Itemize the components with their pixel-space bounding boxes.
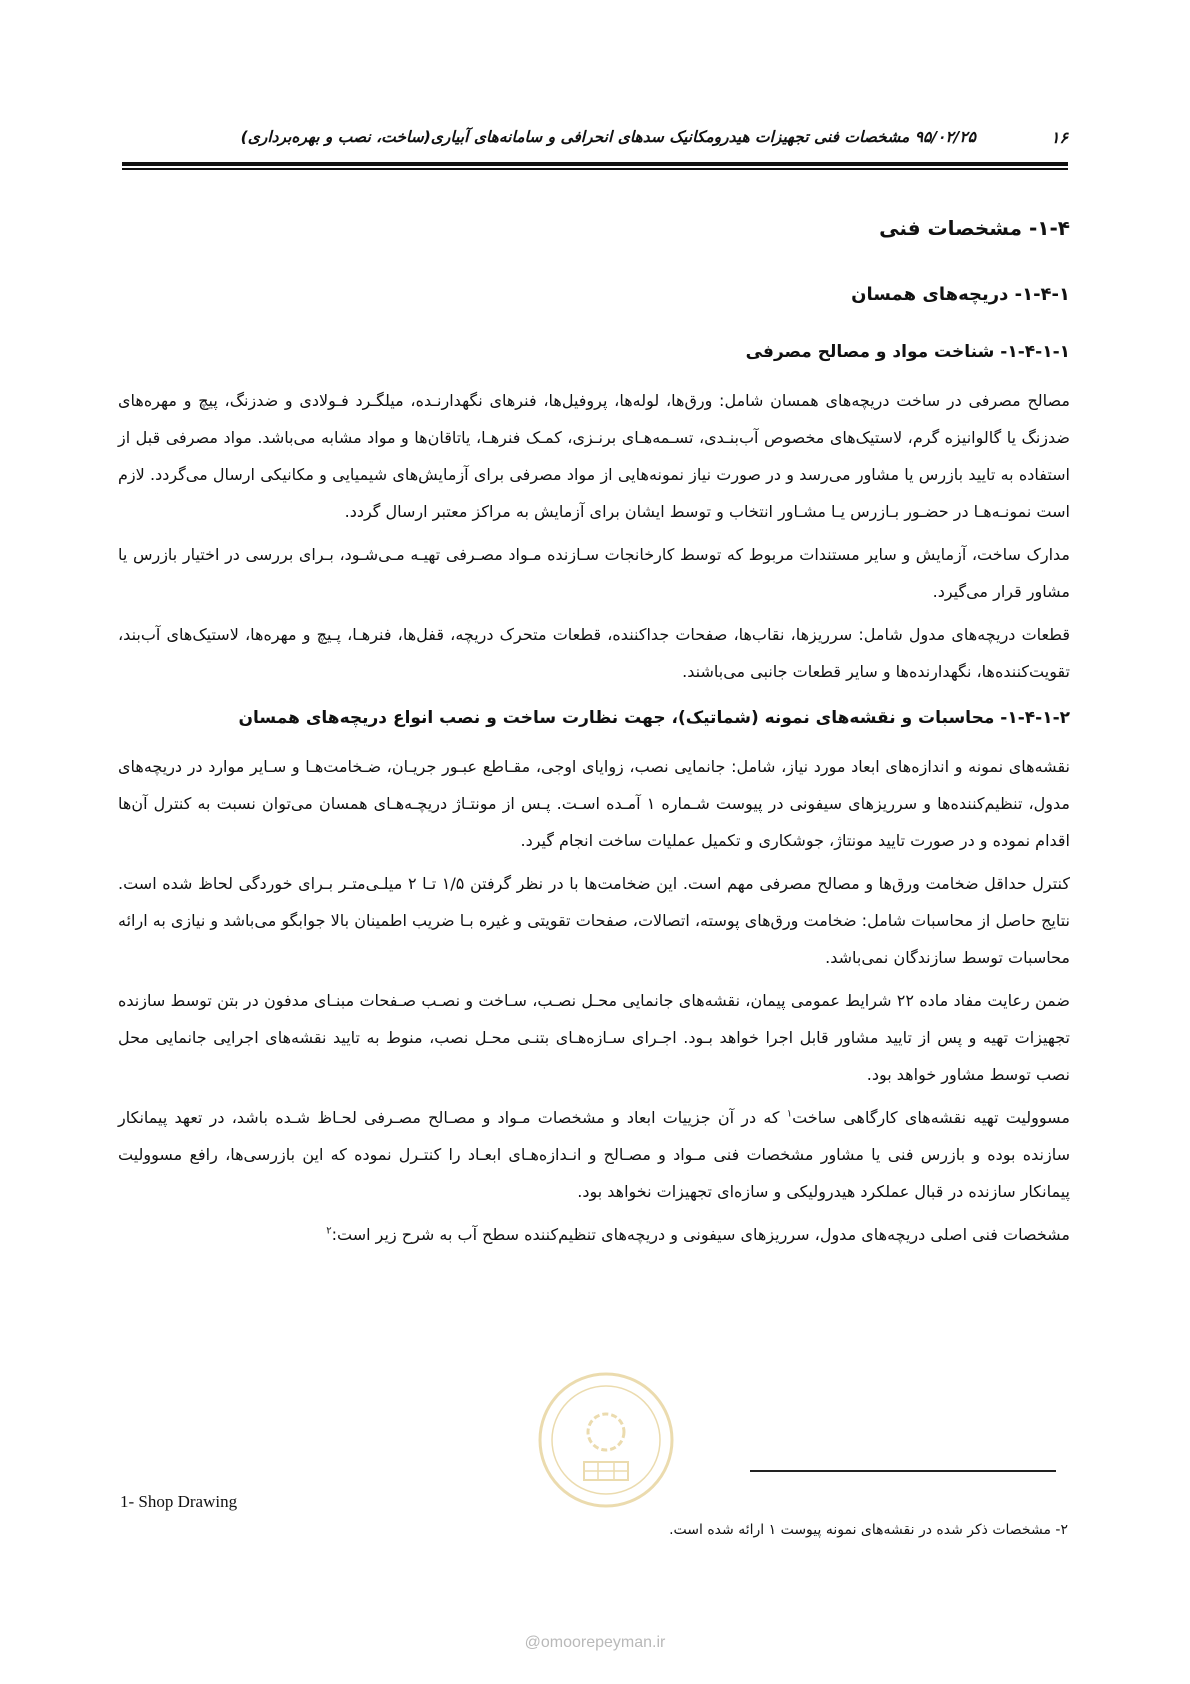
paragraph: قطعات دریچه‌های مدول شامل: سرریزها، نقاب‌ها، صفحات جداکننده، قطعات متحرک دریچه، قفل‌ها، فنرهـا، پـیچ و مهره‌ها، لاستیک‌های آب‌بند، تقویت‌کننده‌ها، نگهدارنده‌ها و سایر قطعات جانبی می‌باشند. xyxy=(118,625,1070,681)
paragraph: کنترل حداقل ضخامت ورق‌ها و مصالح مصرفی مهم است. این ضخامت‌ها با در نظر گرفتن ۱/۵ تـا ۲ میلـی‌متـر بـرای خوردگی لحاظ شده است. نتایج حاصل از محاسبات شامل: ضخامت ورق‌های پوسته، اتصالات، صفحات تقویتی و غیره بـا ضریب اطمینان بالا جوابگو می‌باشد و نیازی به ارائه محاسبات توسط سازندگان نمی‌باشد. xyxy=(118,874,1070,967)
header-rule-thick xyxy=(122,162,1068,166)
paragraph-text: مسوولیت تهیه نقشه‌های کارگاهی ساخت xyxy=(792,1108,1070,1127)
paragraph-text: مشخصات فنی اصلی دریچه‌های مدول، سرریزهای سیفونی و دریچه‌های تنظیم‌کننده سطح آب به شرح زیر است: xyxy=(331,1225,1070,1244)
paragraph: مدارک ساخت، آزمایش و سایر مستندات مربوط که توسط کارخانجات سـازنده مـواد مصـرفی تهیـه مـی‌شـود، بـرای بررسی در اختیار بازرس یا مشاور قرار می‌گیرد. xyxy=(118,545,1070,601)
watermark-url: @omoorepeyman.ir xyxy=(524,1634,666,1651)
subsubsection-heading: ۱-۴-۱-۲- محاسبات و نقشه‌های نمونه (شماتیک)، جهت نظارت ساخت و نصب انواع دریچه‌های همسان xyxy=(238,708,1070,728)
paragraph: ضمن رعایت مفاد ماده ۲۲ شرایط عمومی پیمان، نقشه‌های جانمایی محـل نصـب، سـاخت و نصـب صـفحات مبنـای مدفون در بتن توسط سازنده تجهیزات تهیه و پس از تایید مشاور قابل اجرا خواهد بـود. اجـرای سـازه‌هـای بتنـی محـل نصب، منوط به تایید نقشه‌های اجرایی جانمایی محل نصب توسط مشاور خواهد بود. xyxy=(118,991,1071,1084)
footnote-1: 1- Shop Drawing xyxy=(120,1492,238,1511)
footnote-ref: ۱ xyxy=(786,1108,793,1120)
paragraph xyxy=(118,1099,1070,1210)
page-number: ۱۶ xyxy=(1050,128,1068,147)
footnote-ref: ۲ xyxy=(326,1225,332,1237)
main-content xyxy=(118,216,1070,1259)
paragraph xyxy=(118,1216,1070,1253)
header-rule-thin xyxy=(122,168,1068,170)
paragraph: مصالح مصرفی در ساخت دریچه‌های همسان شامل: ورق‌ها، لوله‌ها، پروفیل‌ها، فنرهای نگهدارنـده، میلگـرد فـولادی و ضدزنگ، پیچ و مهره‌های ضدزنگ یا گالوانیزه گرم، لاستیک‌های مخصوص آب‌بنـدی، تسـمه‌هـای برنـزی، کمـک فنرهـا، یاتاقان‌ها و مواد مشابه می‌باشد. مواد مصرفی قبل از استفاده به تایید بازرس یا مشاور می‌رسد و در صورت نیاز نمونه‌هایی از مواد مصرفی برای آزمایش‌های شیمیایی و مکانیکی ارسال می‌گردد. لازم است نمونـه‌هـا در حضـور بـازرس یـا مشـاور انتخاب و توسط ایشان برای آزمایش به مراکز معتبر ارسال گردد. xyxy=(118,391,1070,521)
paragraph-text: که در آن جزییات ابعاد و مشخصات مـواد و مصـالح مصـرفی لحـاظ شـده باشد، در تعهد پیمانکار سازنده بوده و بازرس فنی یا مشاور مشخصات فنی مـواد و مصـالح و انـدازه‌هـای ابعـاد را کنتـرل نموده که این بازرسی‌ها، رافع مسوولیت پیمانکار سازنده در قبال عملکرد هیدرولیکی و سازه‌ای تجهیزات نخواهد بود. xyxy=(118,1108,1070,1201)
footnote-2: ۲- مشخصات ذکر شده در نقشه‌های نمونه پیوست ۱ ارائه شده است. xyxy=(669,1522,1068,1538)
running-header xyxy=(122,128,1068,158)
header-title: ۹۵/۰۲/۲۵ مشخصات فنی تجهیزات هیدرومکانیک سدهای انحرافی و سامانه‌های آبیاری(ساخت، نصب و بهره‌برداری) xyxy=(240,128,976,146)
subsubsection-heading: ۱-۴-۱-۱- شناخت مواد و مصالح مصرفی xyxy=(745,342,1070,362)
footnote-rule xyxy=(750,1470,1056,1472)
section-heading: ۱-۴- مشخصات فنی xyxy=(879,216,1070,240)
paragraph: نقشه‌های نمونه و اندازه‌های ابعاد مورد نیاز، شامل: جانمایی نصب، زوایای اوجی، مقـاطع عبـور جریـان، ضـخامت‌هـا و سـایر موارد در دریچه‌های مدول، تنظیم‌کننده‌ها و سرریزهای سیفونی در پیوست شـماره ۱ آمـده اسـت. پـس از مونتـاژ دریچـه‌هـای همسان می‌توان نسبت به کنترل آن‌ها اقدام نموده و در صورت تایید مونتاژ، جوشکاری و تکمیل عملیات ساخت انجام گیرد. xyxy=(118,757,1070,850)
subsection-heading: ۱-۴-۱- دریچه‌های همسان xyxy=(851,284,1070,305)
watermark-seal xyxy=(536,1370,676,1510)
